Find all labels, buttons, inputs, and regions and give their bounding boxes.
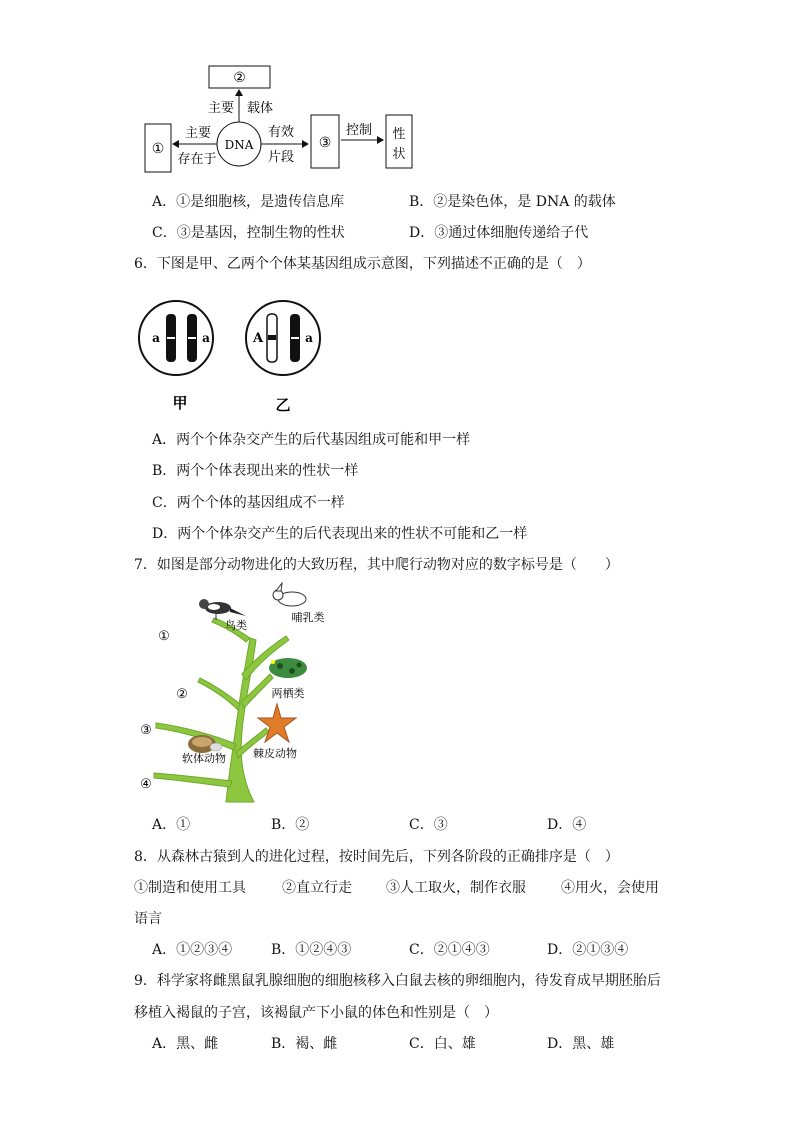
option-text: ①是细胞核，是遗传信息库 <box>176 194 345 210</box>
option-text: 黑、雌 <box>176 1036 219 1052</box>
q5-trait-label-2: 状 <box>392 147 406 162</box>
q8-stage-1: ①制造和使用工具 <box>134 880 246 896</box>
option-text: 两个个体表现出来的性状一样 <box>176 463 359 479</box>
q9-option-c[interactable] <box>409 1035 476 1053</box>
q7-label-mammals: 哺乳类 <box>291 611 325 624</box>
q9-stem-line-1: 9．科学家将雌黑鼠乳腺细胞的细胞核移入白鼠去核的卵细胞内，待发育成早期胚胎后 <box>134 973 661 989</box>
q6-option-c[interactable] <box>152 494 345 512</box>
q9-option-d[interactable] <box>547 1035 614 1053</box>
q7-label-echinoderms: 棘皮动物 <box>253 747 297 760</box>
q9-option-a[interactable] <box>152 1035 218 1053</box>
option-letter: B． <box>271 817 296 833</box>
q5-carrier-label: 载体 <box>246 101 274 116</box>
q5-dna-label: DNA <box>224 138 254 152</box>
option-text: ③ <box>433 817 448 833</box>
q6-stem: 6．下图是甲、乙两个个体某基因组成示意图，下列描述不正确的是（ ） <box>134 256 591 272</box>
option-text: ③通过体细胞传递给子代 <box>434 225 589 241</box>
option-letter: B． <box>152 463 177 479</box>
q8-stage-3: ③人工取火，制作衣服 <box>386 880 526 896</box>
option-text: ③是基因，控制生物的性状 <box>176 225 345 241</box>
q7-marker-2: ② <box>176 687 188 702</box>
bird-icon <box>199 599 246 620</box>
q5-exist-label-2: 存在于 <box>177 152 217 167</box>
option-text: 白、雄 <box>433 1036 476 1052</box>
q6-option-b[interactable] <box>152 462 358 480</box>
option-text: 两个个体杂交产生的后代基因组成可能和甲一样 <box>176 432 471 448</box>
option-letter: D． <box>547 942 573 958</box>
q8-stage-2: ②直立行走 <box>282 880 352 896</box>
rabbit-icon <box>273 583 306 606</box>
option-text: 褐、雌 <box>295 1036 338 1052</box>
q7-label-mollusks: 软体动物 <box>182 752 226 765</box>
option-text: ②①④③ <box>433 942 490 958</box>
q5-option-b[interactable] <box>409 193 616 211</box>
q7-label-birds: 鸟类 <box>225 619 247 632</box>
option-text: 两个个体的基因组成不一样 <box>176 495 345 511</box>
q6-right-gene-1: A <box>252 331 264 346</box>
q7-evolution-tree <box>134 582 344 804</box>
option-letter: B． <box>409 194 434 210</box>
q5-control-label: 控制 <box>345 123 373 138</box>
option-letter: A． <box>152 817 177 833</box>
option-text: ① <box>176 817 191 833</box>
option-text: ①②④③ <box>295 942 352 958</box>
option-letter: B． <box>271 1036 296 1052</box>
q7-option-d[interactable] <box>547 816 586 834</box>
option-letter: D． <box>547 817 573 833</box>
q5-trait-label-1: 性 <box>392 127 406 142</box>
option-text: ②①③④ <box>572 942 629 958</box>
q8-stage-cont: 语言 <box>134 911 162 927</box>
q6-right-label: 乙 <box>275 396 291 414</box>
option-letter: C． <box>152 225 177 241</box>
q5-box1-label: ① <box>151 141 165 157</box>
q8-stem: 8．从森林古猿到人的进化过程，按时间先后，下列各阶段的正确排序是（ ） <box>134 849 619 865</box>
q9-option-b[interactable] <box>271 1035 337 1053</box>
option-text: ①②③④ <box>176 942 233 958</box>
q8-option-d[interactable] <box>547 941 628 959</box>
q7-option-a[interactable] <box>152 816 190 834</box>
q7-stem: 7．如图是部分动物进化的大致历程，其中爬行动物对应的数字标号是（ ） <box>134 557 619 573</box>
q6-option-a[interactable] <box>152 431 470 449</box>
q5-box3-label: ③ <box>318 135 332 151</box>
q5-dna-diagram <box>140 60 430 175</box>
q7-option-b[interactable] <box>271 816 309 834</box>
q6-gene-figure <box>134 290 334 415</box>
q5-main-label-1: 主要 <box>207 101 235 116</box>
q5-option-d[interactable] <box>409 224 588 242</box>
option-text: ④ <box>572 817 587 833</box>
option-letter: A． <box>152 942 177 958</box>
q6-option-d[interactable] <box>152 525 527 543</box>
option-letter: D． <box>152 526 178 542</box>
option-letter: C． <box>152 495 177 511</box>
q5-segment-label-2: 片段 <box>267 150 295 165</box>
option-letter: C． <box>409 1036 434 1052</box>
option-letter: D． <box>547 1036 573 1052</box>
option-letter: A． <box>152 1036 177 1052</box>
q8-option-c[interactable] <box>409 941 490 959</box>
q8-option-b[interactable] <box>271 941 351 959</box>
frog-icon <box>269 658 307 678</box>
q7-marker-1: ① <box>158 629 170 644</box>
option-letter: A． <box>152 432 177 448</box>
option-letter: C． <box>409 817 434 833</box>
option-letter: C． <box>409 942 434 958</box>
q8-stage-4: ④用火，会使用 <box>561 880 659 896</box>
option-letter: B． <box>271 942 296 958</box>
q6-left-gene-1: a <box>152 331 160 345</box>
q5-segment-label-1: 有效 <box>267 125 295 140</box>
option-text: 黑、雄 <box>572 1036 615 1052</box>
q8-option-a[interactable] <box>152 941 232 959</box>
option-text: 两个个体杂交产生的后代表现出来的性状不可能和乙一样 <box>177 526 528 542</box>
q6-left-gene-2: a <box>202 331 210 345</box>
q5-option-c[interactable] <box>152 224 345 242</box>
q7-marker-4: ④ <box>140 777 152 792</box>
q6-right-gene-2: a <box>305 331 313 345</box>
option-letter: A． <box>152 194 177 210</box>
q7-label-amphibians: 两栖类 <box>271 687 305 700</box>
q5-exist-label-1: 主要 <box>184 126 212 141</box>
q5-option-a[interactable] <box>152 193 344 211</box>
option-text: ②是染色体，是 DNA 的载体 <box>433 194 616 210</box>
q7-option-c[interactable] <box>409 816 448 834</box>
q9-stem-line-2: 移植入褐鼠的子宫，该褐鼠产下小鼠的体色和性别是（ ） <box>134 1005 498 1021</box>
option-text: ② <box>295 817 310 833</box>
q6-left-label: 甲 <box>172 394 188 412</box>
q5-box2-label: ② <box>233 70 246 86</box>
option-letter: D． <box>409 225 435 241</box>
q7-marker-3: ③ <box>140 723 152 738</box>
